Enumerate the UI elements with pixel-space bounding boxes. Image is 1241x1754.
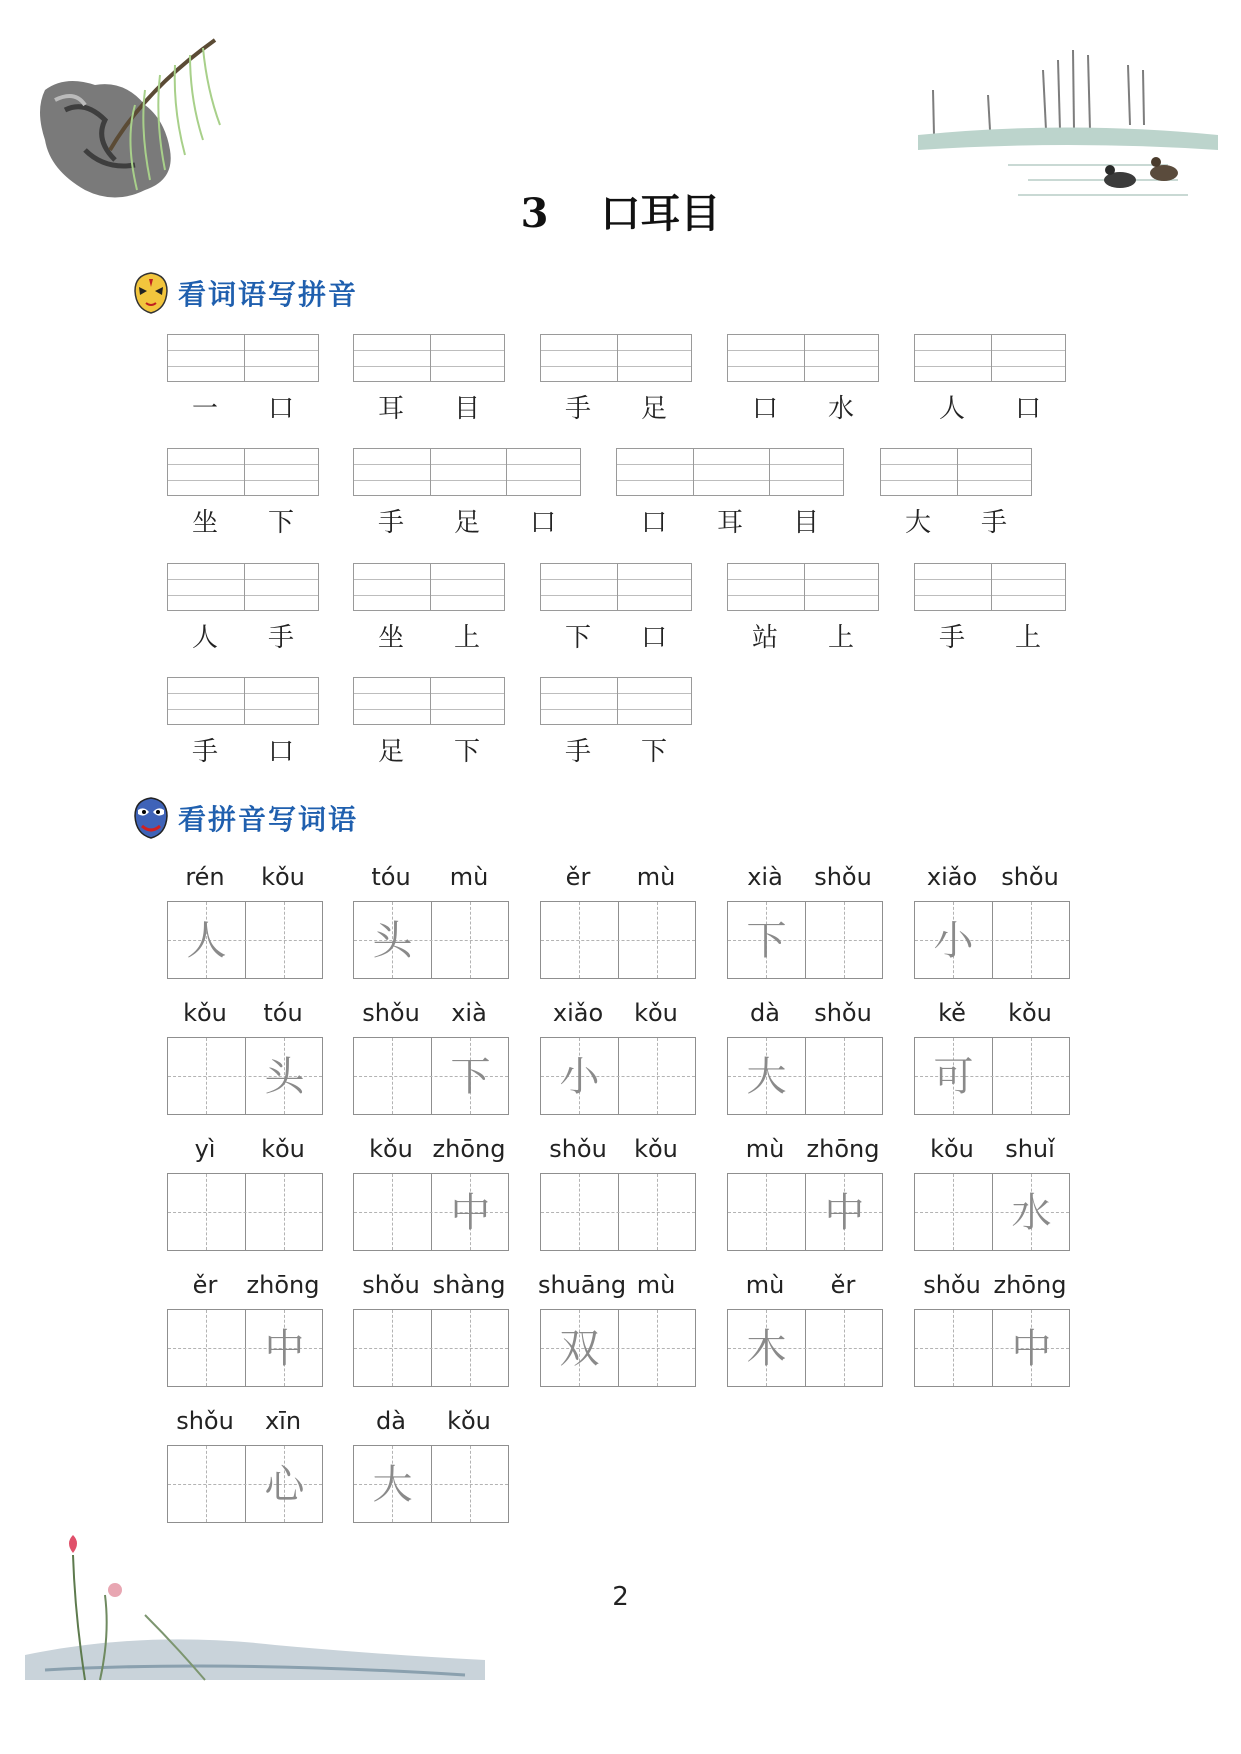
hint-character — [728, 1174, 805, 1252]
word-character: 口 — [1014, 394, 1041, 424]
pinyin-label: kǒu — [447, 1407, 491, 1435]
character-writing-box[interactable] — [540, 1037, 696, 1115]
pinyin-label: kǒu — [930, 1135, 974, 1163]
pinyin-answer-box[interactable] — [540, 677, 692, 725]
character-writing-box[interactable] — [353, 1037, 509, 1115]
section-heading-label: 看拼音写词语 — [178, 803, 359, 836]
pinyin-label: ěr — [830, 1271, 856, 1299]
word-character: 手 — [980, 508, 1007, 538]
word-character: 口 — [267, 394, 294, 424]
hint-character — [619, 1174, 696, 1252]
word-character: 耳 — [377, 394, 404, 424]
pinyin-answer-box[interactable] — [167, 677, 319, 725]
hint-character — [432, 1446, 509, 1524]
section-heading-write-pinyin — [132, 268, 358, 318]
word-character: 坐 — [191, 508, 218, 538]
pinyin-answer-box[interactable] — [914, 334, 1066, 382]
hint-character — [246, 1174, 323, 1252]
pinyin-answer-box[interactable] — [353, 677, 505, 725]
section-heading-label: 看词语写拼音 — [178, 278, 359, 311]
pinyin-answer-box[interactable] — [914, 563, 1066, 611]
word-character: 手 — [564, 394, 591, 424]
word-character: 手 — [938, 623, 965, 653]
pinyin-answer-box[interactable] — [167, 448, 319, 496]
character-writing-box[interactable] — [727, 1037, 883, 1115]
hint-character — [168, 1310, 245, 1388]
word-character: 坐 — [377, 623, 404, 653]
pinyin-label: yì — [194, 1135, 216, 1163]
character-writing-box[interactable] — [167, 1309, 323, 1387]
hint-character — [806, 1310, 883, 1388]
word-character: 水 — [827, 394, 854, 424]
character-writing-box[interactable] — [167, 1173, 323, 1251]
word-character: 上 — [1014, 623, 1041, 653]
word-character: 目 — [792, 508, 819, 538]
pinyin-answer-box[interactable] — [727, 563, 879, 611]
hint-character — [619, 1310, 696, 1388]
pinyin-label: mù — [449, 863, 489, 891]
pinyin-label: tóu — [371, 863, 411, 891]
hint-character: 中 — [450, 1190, 491, 1236]
hint-character: 小 — [559, 1054, 600, 1100]
pinyin-label: shǒu — [814, 999, 872, 1027]
hint-character — [354, 1310, 431, 1388]
pinyin-label: shuǐ — [1005, 1135, 1055, 1163]
character-writing-box[interactable] — [914, 1309, 1070, 1387]
word-character: 下 — [267, 508, 294, 538]
pinyin-label: ěr — [192, 1271, 218, 1299]
word-character: 上 — [827, 623, 854, 653]
pinyin-answer-box[interactable] — [353, 563, 505, 611]
pinyin-label: tóu — [263, 999, 303, 1027]
pinyin-label: mù — [745, 1271, 785, 1299]
pinyin-label: kǒu — [369, 1135, 413, 1163]
character-writing-box[interactable] — [540, 1173, 696, 1251]
hint-character: 下 — [746, 918, 787, 964]
character-writing-box[interactable] — [353, 1445, 509, 1523]
character-writing-box[interactable] — [353, 901, 509, 979]
pinyin-label: shǒu — [1001, 863, 1059, 891]
word-character: 人 — [191, 623, 218, 653]
pinyin-label: kǒu — [1008, 999, 1052, 1027]
pinyin-answer-box[interactable] — [353, 334, 505, 382]
word-character: 站 — [751, 623, 778, 653]
pinyin-label: kǒu — [261, 863, 305, 891]
hint-character: 可 — [933, 1054, 974, 1100]
opera-mask-icon — [132, 796, 170, 840]
pinyin-answer-box[interactable] — [353, 448, 581, 496]
character-writing-box[interactable] — [914, 1037, 1070, 1115]
hint-character: 小 — [933, 918, 974, 964]
pinyin-label: dà — [750, 999, 780, 1027]
pinyin-answer-box[interactable] — [540, 334, 692, 382]
character-writing-box[interactable] — [353, 1173, 509, 1251]
hint-character: 大 — [746, 1054, 787, 1100]
word-character: 手 — [564, 737, 591, 767]
hint-character — [168, 1446, 245, 1524]
pinyin-label: shǒu — [362, 999, 420, 1027]
word-character: 一 — [191, 394, 218, 424]
hint-character — [993, 902, 1070, 980]
word-character: 口 — [640, 623, 667, 653]
word-character: 手 — [377, 508, 404, 538]
hint-character: 木 — [746, 1326, 787, 1372]
hint-character — [806, 1038, 883, 1116]
pinyin-label: xià — [747, 863, 783, 891]
character-writing-box[interactable] — [914, 1173, 1070, 1251]
character-writing-box[interactable] — [727, 1309, 883, 1387]
pinyin-label: shǒu — [923, 1271, 981, 1299]
hint-character — [432, 902, 509, 980]
pinyin-label: shǒu — [549, 1135, 607, 1163]
character-writing-box[interactable] — [540, 901, 696, 979]
character-writing-box[interactable] — [727, 1173, 883, 1251]
word-character: 口 — [640, 508, 667, 538]
hint-character — [619, 1038, 696, 1116]
character-writing-box[interactable] — [914, 901, 1070, 979]
word-character: 足 — [377, 737, 404, 767]
word-character: 下 — [453, 737, 480, 767]
hint-character: 中 — [264, 1326, 305, 1372]
pinyin-answer-box[interactable] — [540, 563, 692, 611]
character-writing-box[interactable] — [167, 1037, 323, 1115]
hint-character — [432, 1310, 509, 1388]
pinyin-answer-box[interactable] — [167, 563, 319, 611]
hint-character — [541, 902, 618, 980]
word-character: 人 — [938, 394, 965, 424]
word-character: 下 — [564, 623, 591, 653]
pinyin-label: kǒu — [634, 999, 678, 1027]
pinyin-label: shǒu — [362, 1271, 420, 1299]
word-character: 足 — [453, 508, 480, 538]
lesson-number: 3 — [520, 190, 549, 237]
word-character: 口 — [529, 508, 556, 538]
word-character: 下 — [640, 737, 667, 767]
hint-character — [806, 902, 883, 980]
pinyin-label: zhōng — [246, 1271, 320, 1299]
hint-character: 双 — [559, 1326, 600, 1372]
section-heading-write-words — [132, 793, 358, 843]
pinyin-label: xià — [451, 999, 487, 1027]
pinyin-label: ěr — [565, 863, 591, 891]
hint-character — [354, 1174, 431, 1252]
pinyin-label: dà — [376, 1407, 406, 1435]
pinyin-label: rén — [185, 863, 225, 891]
word-character: 口 — [751, 394, 778, 424]
lesson-title: 口耳目 — [600, 190, 721, 237]
character-writing-box[interactable] — [540, 1309, 696, 1387]
hint-character: 人 — [186, 918, 227, 964]
page-number: 2 — [612, 1582, 629, 1612]
character-writing-box[interactable] — [167, 1445, 323, 1523]
page-title — [0, 182, 1241, 239]
word-character: 耳 — [716, 508, 743, 538]
pinyin-label: shuāng — [538, 1271, 627, 1299]
hint-character: 中 — [824, 1190, 865, 1236]
pinyin-label: kǒu — [634, 1135, 678, 1163]
hint-character — [168, 1038, 245, 1116]
character-writing-box[interactable] — [353, 1309, 509, 1387]
opera-mask-icon — [132, 271, 170, 315]
hint-character: 大 — [372, 1462, 413, 1508]
pinyin-label: xiǎo — [552, 999, 604, 1027]
pinyin-label: xīn — [264, 1407, 302, 1435]
hint-character — [993, 1038, 1070, 1116]
pinyin-label: mù — [745, 1135, 785, 1163]
hint-character — [541, 1174, 618, 1252]
hint-character — [619, 902, 696, 980]
word-character: 大 — [904, 508, 931, 538]
hint-character — [915, 1174, 992, 1252]
hint-character — [246, 902, 323, 980]
pinyin-label: mù — [636, 863, 676, 891]
pinyin-label: kǒu — [261, 1135, 305, 1163]
pinyin-label: shàng — [432, 1271, 506, 1299]
hint-character: 水 — [1011, 1190, 1052, 1236]
hint-character: 心 — [264, 1462, 305, 1508]
pinyin-label: shǒu — [814, 863, 872, 891]
word-character: 手 — [191, 737, 218, 767]
word-character: 手 — [267, 623, 294, 653]
hint-character — [354, 1038, 431, 1116]
character-writing-box[interactable] — [167, 901, 323, 979]
pinyin-answer-box[interactable] — [167, 334, 319, 382]
pinyin-label: shǒu — [176, 1407, 234, 1435]
pinyin-answer-box[interactable] — [616, 448, 844, 496]
hint-character: 头 — [264, 1054, 305, 1100]
hint-character: 头 — [372, 918, 413, 964]
pinyin-label: mù — [636, 1271, 676, 1299]
pinyin-label: xiǎo — [926, 863, 978, 891]
word-character: 目 — [453, 394, 480, 424]
pinyin-label: kǒu — [183, 999, 227, 1027]
pinyin-label: zhōng — [993, 1271, 1067, 1299]
pinyin-label: kě — [938, 999, 966, 1027]
word-character: 口 — [267, 737, 294, 767]
hint-character — [168, 1174, 245, 1252]
hint-character: 中 — [1011, 1326, 1052, 1372]
hint-character: 下 — [450, 1054, 491, 1100]
character-writing-box[interactable] — [727, 901, 883, 979]
pinyin-label: zhōng — [432, 1135, 506, 1163]
hint-character — [915, 1310, 992, 1388]
pinyin-answer-box[interactable] — [880, 448, 1032, 496]
pinyin-answer-box[interactable] — [727, 334, 879, 382]
word-character: 足 — [640, 394, 667, 424]
pinyin-label: zhōng — [806, 1135, 880, 1163]
word-character: 上 — [453, 623, 480, 653]
